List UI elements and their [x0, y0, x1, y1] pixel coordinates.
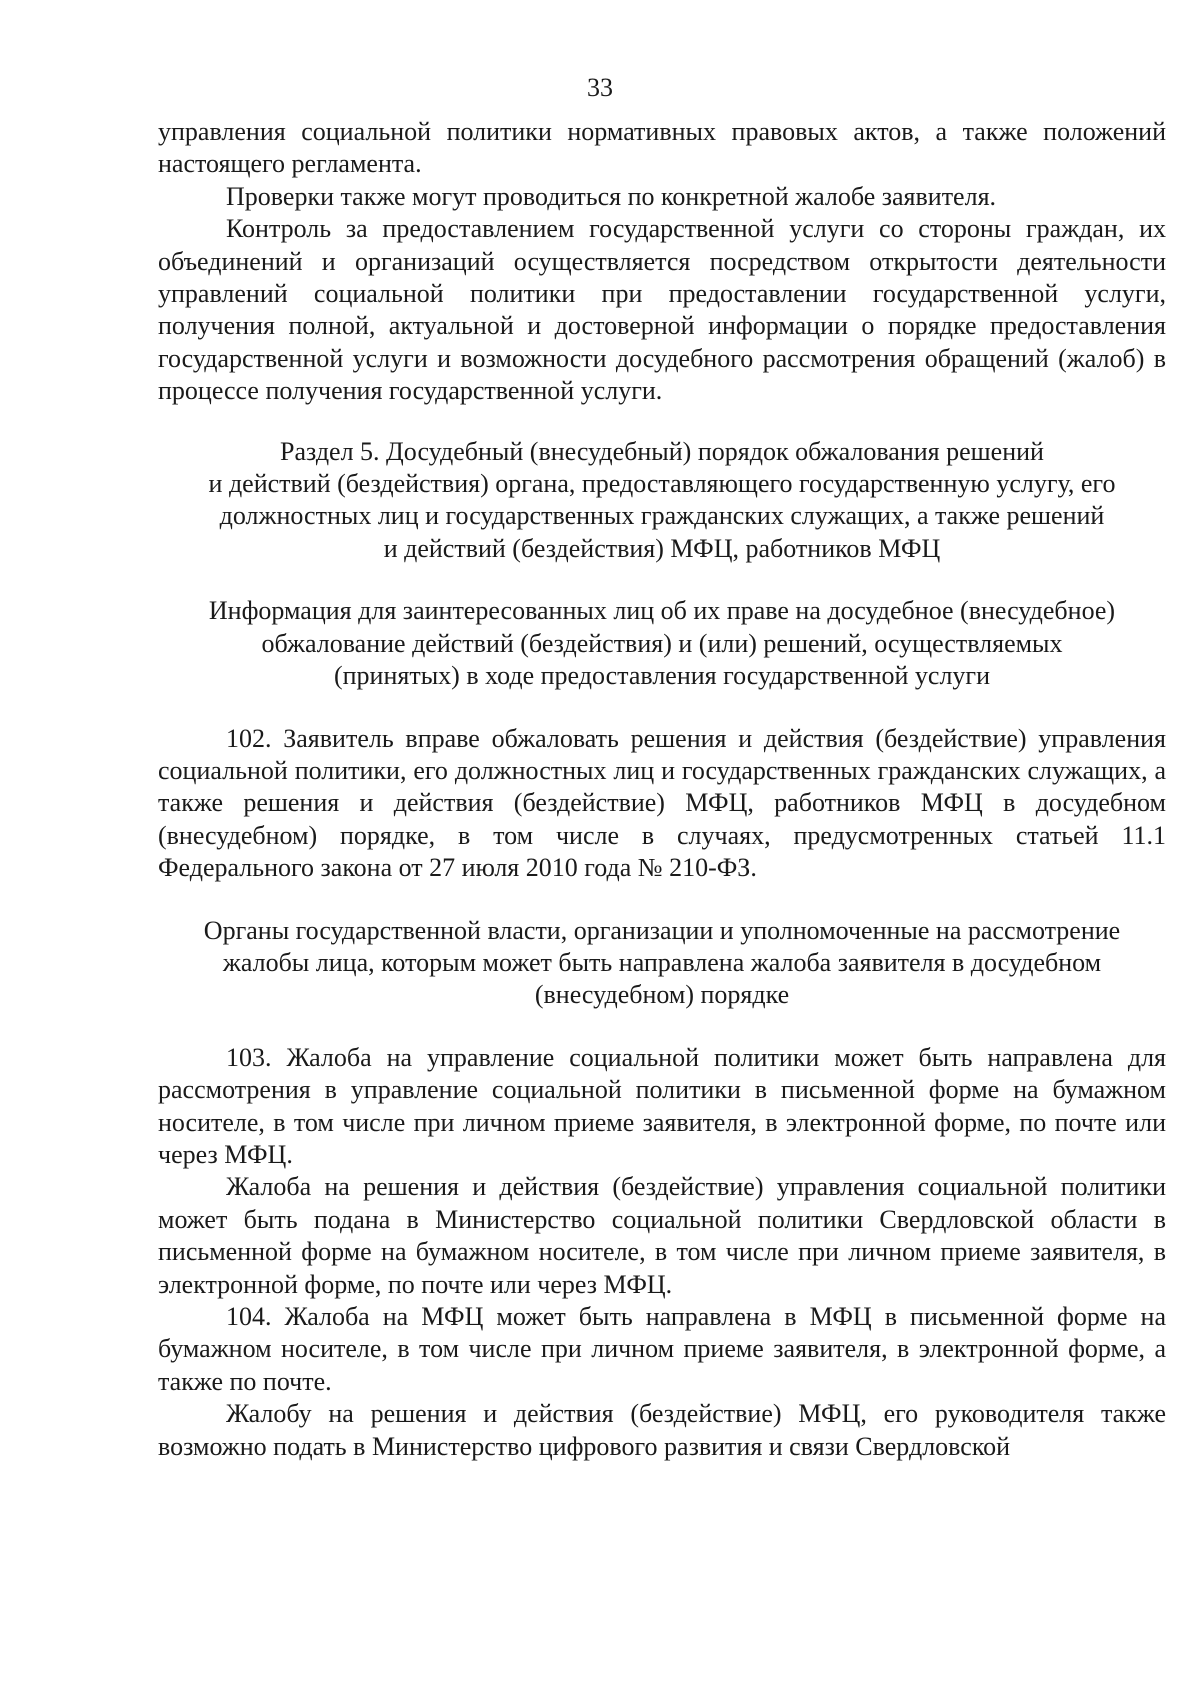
subheading-information: [158, 595, 1166, 692]
subheading-line: Органы государственной власти, организации и уполномоченные на рассмотрение: [203, 915, 1121, 945]
section-heading-line: должностных лиц и государственных гражданских служащих, а также решений: [219, 501, 1105, 531]
subheading-line: Информация для заинтересованных лиц об их праве на досудебное (внесудебное): [208, 596, 1116, 626]
paragraph-control: Контроль за предоставлением государственной услуги со стороны граждан, их объединений и организаций осуществляется посредством открытости деятельности управлений социальной политики при предоставлении государственной услуги, получения полной, актуальной и достоверной информации о порядке предоставления государственной услуги и возможности досудебного рассмотрения обращений (жалоб) в процессе получения государственной услуги.: [158, 214, 1166, 406]
paragraph-complaint-ministry-social: Жалоба на решения и действия (бездействие) управления социальной политики может быть подана в Министерство социальной политики Свердловской области в письменной форме на бумажном носителе, в том числе при личном приеме заявителя, в электронной форме, по почте или через МФЦ.: [158, 1172, 1166, 1299]
paragraph-inspections: Проверки также могут проводиться по конкретной жалобе заявителя.: [226, 181, 997, 211]
subheading-line: (внесудебном) порядке: [534, 980, 790, 1010]
section-heading-line: и действий (бездействия) органа, предоставляющего государственную услугу, его: [208, 469, 1116, 499]
section-5-heading: [158, 436, 1166, 566]
subheading-authorities: [158, 915, 1166, 1012]
paragraph-104: 104. Жалоба на МФЦ может быть направлена в МФЦ в письменной форме на бумажном носителе, в том числе при личном приеме заявителя, в электронной форме, а также по почте.: [158, 1302, 1166, 1396]
paragraph-complaint-ministry-digital: Жалобу на решения и действия (бездействие) МФЦ, его руководителя также возможно подать в Министерство цифрового развития и связи Свердловской: [158, 1399, 1166, 1461]
document-body: [158, 116, 1166, 1463]
paragraph-continued: управления социальной политики нормативных правовых актов, а также положений настоящего регламента.: [158, 117, 1166, 179]
subheading-line: (принятых) в ходе предоставления государственной услуги: [333, 661, 991, 691]
subheading-line: обжалование действий (бездействия) и (или) решений, осуществляемых: [261, 628, 1063, 658]
subheading-line: жалобы лица, которым может быть направлена жалоба заявителя в досудебном: [222, 947, 1102, 977]
page-number: 33: [587, 73, 613, 102]
section-heading-line: и действий (бездействия) МФЦ, работников МФЦ: [383, 533, 941, 563]
paragraph-102: 102. Заявитель вправе обжаловать решения и действия (бездействие) управления социальной политики, его должностных лиц и государственных гражданских служащих, а также решения и действия (бездействие) МФЦ, работников МФЦ в досудебном (внесудебном) порядке, в том числе в случаях, предусмотренных статьей 11.1 Федерального закона от 27 июля 2010 года № 210-ФЗ.: [158, 723, 1166, 883]
paragraph-103: 103. Жалоба на управление социальной политики может быть направлена для рассмотрения в управление социальной политики в письменной форме на бумажном носителе, в том числе при личном приеме заявителя, в электронной форме, по почте или через МФЦ.: [158, 1042, 1166, 1169]
section-heading-line: Раздел 5. Досудебный (внесудебный) порядок обжалования решений: [280, 436, 1044, 466]
